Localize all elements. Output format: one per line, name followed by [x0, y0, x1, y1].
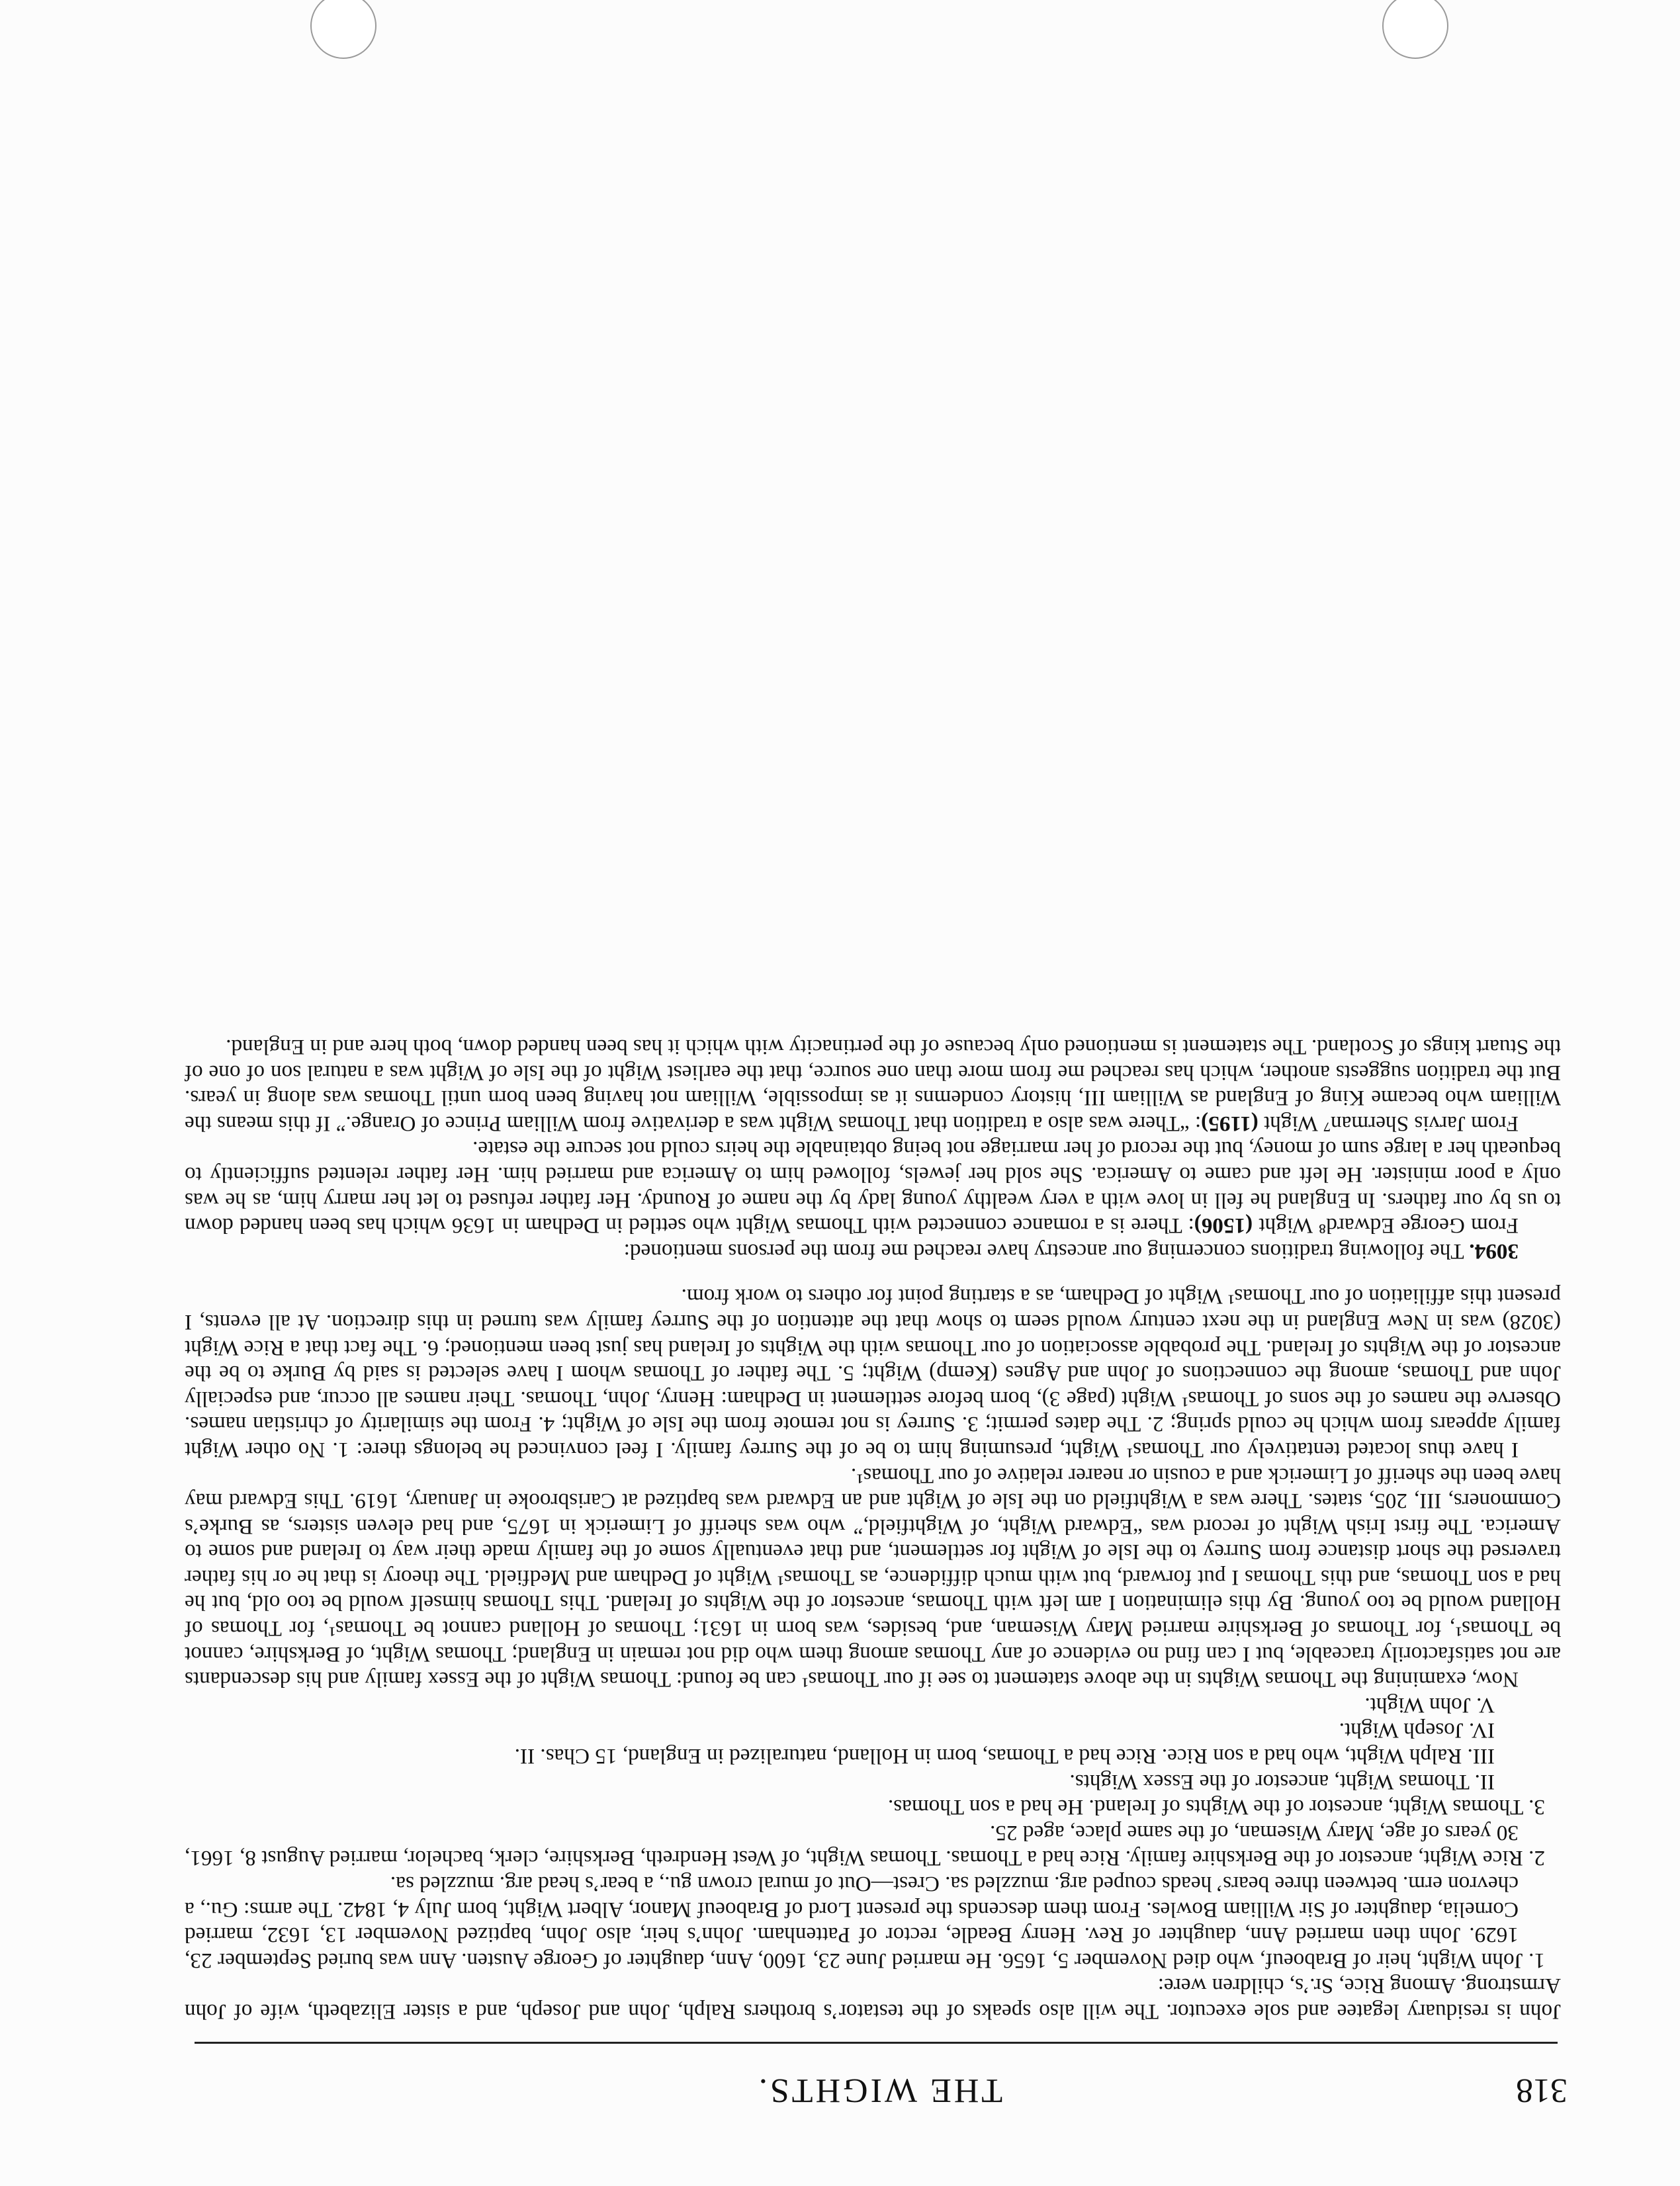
jarvis-text: : “There was also a tradition that Thomas Wight was a derivative from William Prince of Orange.” If this means the William who became King of England as William III, history condemns it as impossible, William not having been born until Thomas was along in years. But the tradition suggests another, which has reached me from more than one source, that the earliest Wight of the Isle of Wight was a natural son of one of the Stuart kings of Scotland. The statement is mentioned only because of the pertinacity with which it has been handed down, both here and in England.	[185, 1035, 1561, 1136]
list-item-ii: II. Thomas Wight, ancestor of the Essex Wights.	[1069, 1769, 1495, 1794]
list-item-iii: III. Ralph Wight, who had a son Rice. Rice had a Thomas, born in Holland, naturalized in England, 15 Chas. II.	[514, 1744, 1495, 1769]
jarvis-lead: From Jarvis Sherman⁷ Wight	[1258, 1111, 1519, 1136]
punch-hole-right	[310, 0, 376, 59]
section-3094-text: The following traditions concerning our ancestry have reached me from the persons mentioned:	[623, 1239, 1470, 1264]
section-number: 3094.	[1469, 1239, 1519, 1264]
george-lead: From George Edward⁸ Wight	[1253, 1213, 1519, 1239]
list-item-iv: IV. Joseph Wight.	[1339, 1718, 1495, 1743]
list-item-1: 1. John Wight, heir of Braboeuf, who died November 5, 1656. He married June 23, 1600, Ann, daughter of George Austen. Ann was buried September 23, 1629. John then married Ann, daughter of Rev. Henry Beadle, rector of Pattenham. John’s heir, also John, baptized November 13, 1632, married Cornelia, daughter of Sir William Bowles. From them descends the present Lord of Braboeuf Manor, Albert Wight, born July 4, 1842. The arms: Gu., a chevron erm. between three bears’ heads couped arg. muzzled sa. Crest—Out of mural crown gu., a bear’s head arg. muzzled sa.	[185, 1872, 1545, 1973]
paragraph-3094	[185, 1238, 1561, 1264]
body-text	[185, 1033, 1561, 2024]
paragraph-location: I have thus located tentatively our Thomas¹ Wight, presuming him to be of the Surrey family. I feel convinced he belongs there: 1. No other Wight family appears from which he could spring; 2. The dates permit; 3. Surrey is not remote from the Isle of Wight; 4. From the similarity of christian names. Observe the names of the sons of Thomas¹ Wight (page 3), born before settlement in Dedham: Henry, John, Thomas. Their names all occur, and especially John and Thomas, among the connections of John and Agnes (Kemp) Wight; 5. The father of Thomas whom I have selected is said by Burke to be the ancestor of the Wights of Ireland. The probable association of our Thomas with the Wights of Ireland has just been mentioned; 6. The fact that a Rice Wight (3028) was in New England in the next century would seem to show that the attention of the Surrey family was turned in this direction. At all events, I present this affiliation of our Thomas¹ Wight of Dedham, as a starting point for others to work from.	[185, 1284, 1561, 1462]
paragraph-examination: Now, examining the Thomas Wights in the above statement to see if our Thomas¹ can be found: Thomas Wight of the Essex family and his descendants are not satisfactorily traceable, but I can find no evidence of any Thomas among them who did not remain in England; Thomas Wight, of Berkshire, cannot be Thomas¹, for Thomas of Berkshire married Mary Wiseman, and, besides, was born in 1631; Thomas of Holland cannot be Thomas¹, for Thomas of Holland would be too young. By this elimination I am left with Thomas, ancestor of the Wights of Ireland. This Thomas himself would be too old, but he had a son Thomas, and this Thomas I put forward, but with much diffidence, as Thomas¹ Wight of Dedham and Medfield. The theory is that he or his father traversed the short distance from Surrey to the Isle of Wight for settlement, and that eventually some of the family made their way to Ireland and some to America. The first Irish Wight of record was “Edward Wight, of Wightfield,” who was sheriff of Limerick in 1675, and had eleven sisters, as Burke’s Commoners, III, 205, states. There was a Wightfield on the Isle of Wight and an Edward was baptized at Carisbrooke in January, 1619. This Edward may have been the sheriff of Limerick and a cousin or nearer relative of our Thomas¹.	[185, 1463, 1561, 1692]
header-rule	[195, 2042, 1558, 2044]
list-item-3: 3. Thomas Wight, ancestor of the Wights of Ireland. He had a son Thomas.	[887, 1795, 1545, 1820]
punch-hole-left	[1382, 0, 1448, 59]
paragraph-intro: John is residuary legatee and sole executor. The will also speaks of the testator’s brothers Ralph, John and Joseph, and a sister Elizabeth, wife of John Armstrong. Among Rice, Sr.’s, children were:	[185, 1974, 1561, 2024]
page-number: 318	[1516, 2072, 1568, 2109]
paragraph-jarvis-sherman	[185, 1033, 1561, 1135]
george-number: (1506)	[1194, 1213, 1253, 1239]
list-item-2: 2. Rice Wight, ancestor of the Berkshire family. Rice had a Thomas. Thomas Wight, of West Hendreth, Berkshire, clerk, bachelor, married August 8, 1661, 30 years of age, Mary Wiseman, of the same place, aged 25.	[185, 1820, 1545, 1871]
page-header	[191, 2064, 1568, 2110]
running-title: THE WIGHTS.	[756, 2072, 1003, 2109]
george-text: : There is a romance connected with Thomas Wight who settled in Dedham in 1636 which has been handed down to us by our fathers. In England he fell in love with a very wealthy young lady by the name of Roundy. Her father refused to let her marry him, as he was only a poor minister. He left and came to America. She sold her jewels, followed him to America and married him. Her father relented sufficiently to bequeath her a large sum of money, but the record of her marriage not being obtainable the heirs could not secure the estate.	[185, 1137, 1561, 1239]
paragraph-george-edward	[185, 1136, 1561, 1238]
paragraph-gap	[185, 1264, 1561, 1284]
jarvis-number: (1195)	[1201, 1111, 1259, 1136]
list-item-v: V. John Wight.	[1364, 1692, 1495, 1718]
